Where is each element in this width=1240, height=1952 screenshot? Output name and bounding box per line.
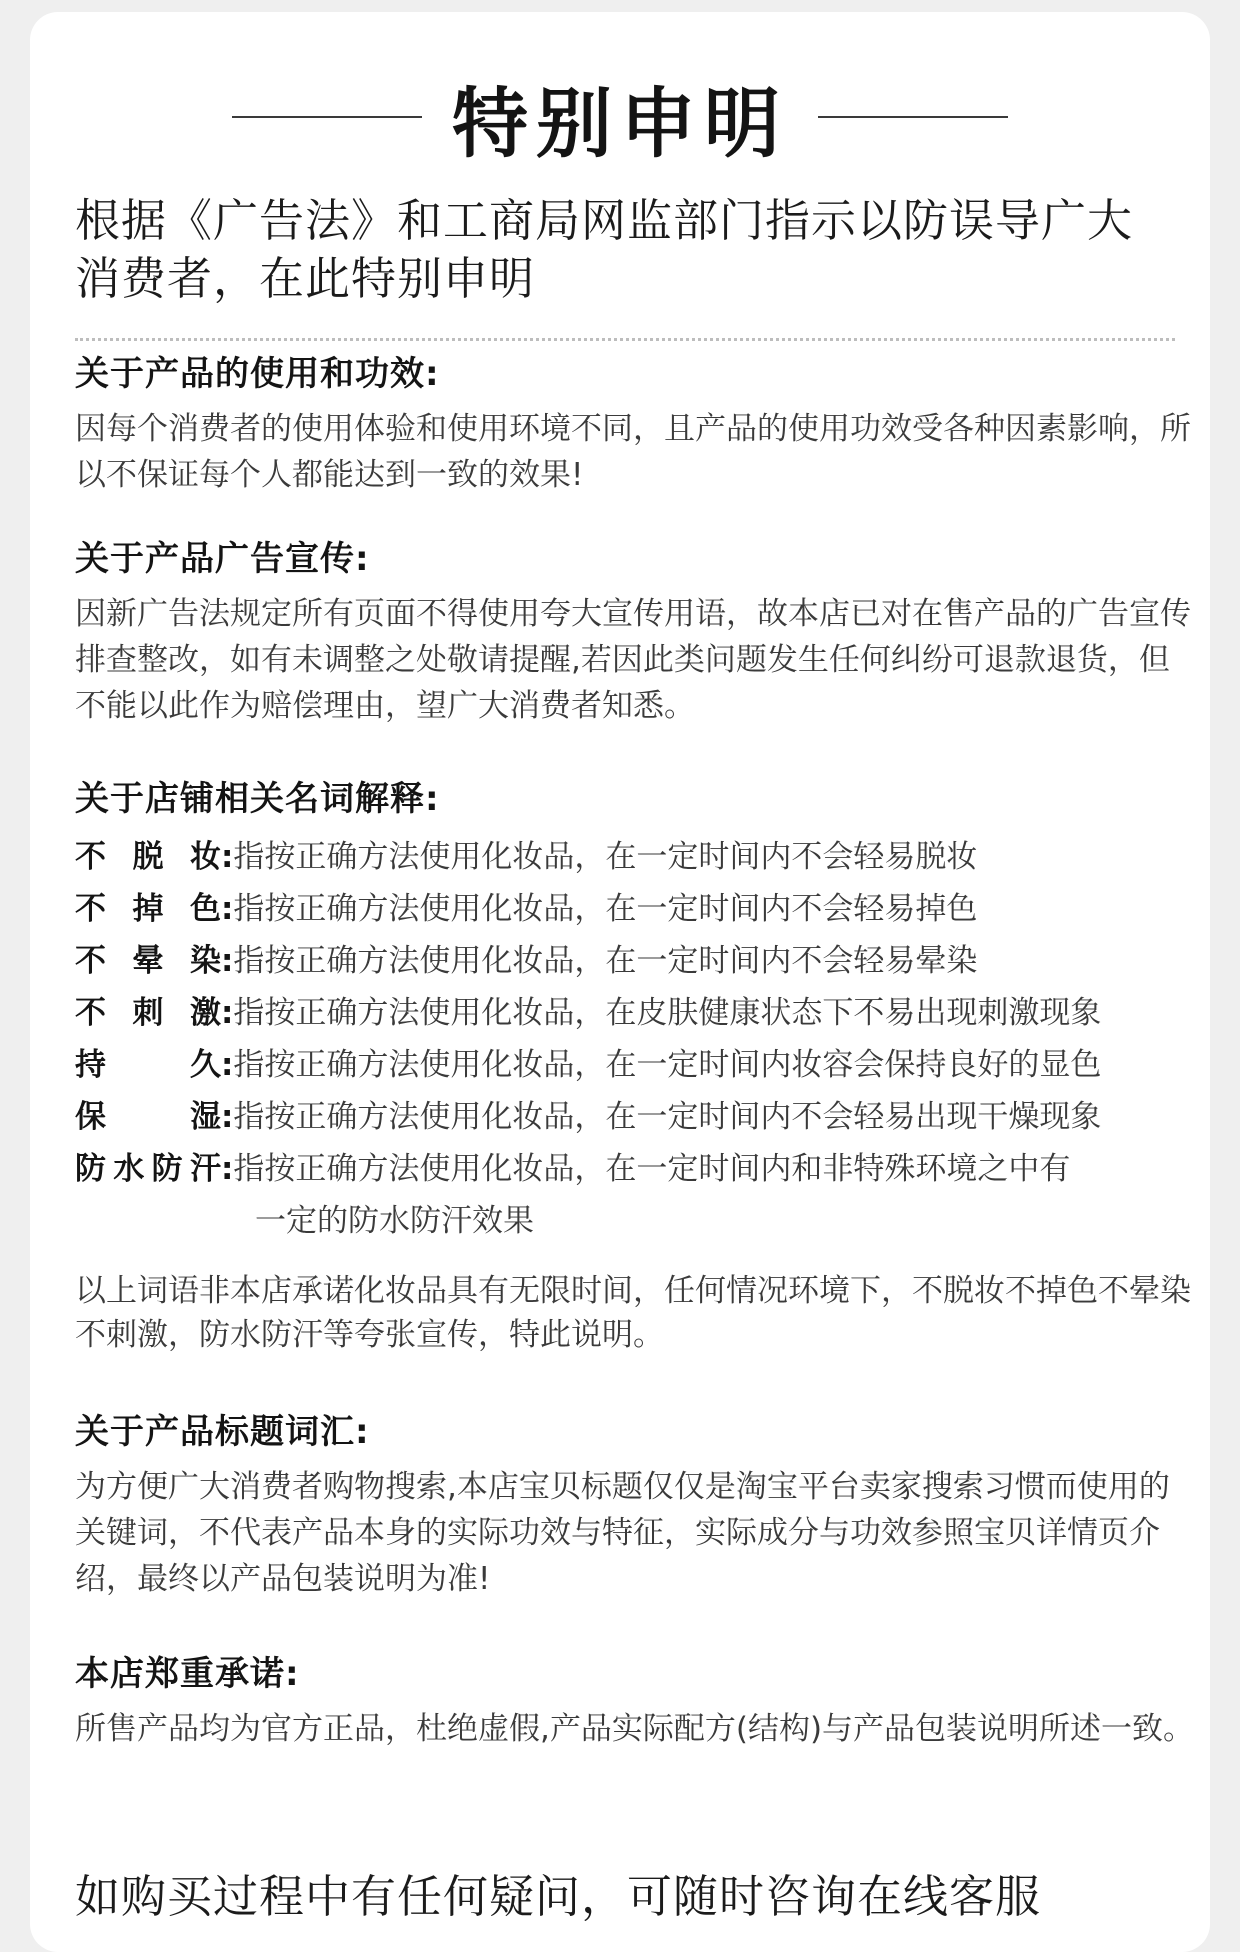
term-name: 不 晕 染 — [75, 943, 221, 979]
title-row — [30, 67, 1210, 167]
term-description: 指按正确方法使用化妆品，在一定时间内妆容会保持良好的显色 — [233, 1047, 1102, 1083]
term-description: 指按正确方法使用化妆品，在一定时间内不会轻易脱妆 — [233, 839, 978, 875]
term-description: 指按正确方法使用化妆品，在皮肤健康状态下不易出现刺激现象 — [233, 995, 1102, 1031]
term-row-waterproof — [75, 1143, 1195, 1195]
term-colon: : — [221, 1151, 234, 1187]
title-divider-left — [232, 116, 422, 118]
term-colon: : — [221, 891, 234, 927]
terms-list — [75, 831, 1195, 1247]
section-heading: 关于店铺相关名词解释: — [75, 779, 440, 819]
section-advertising — [75, 537, 1195, 729]
section-heading: 关于产品广告宣传: — [75, 539, 370, 579]
term-row-no-smudge — [75, 831, 1195, 883]
section-heading: 关于产品的使用和功效: — [75, 354, 440, 394]
title-divider-right — [818, 116, 1008, 118]
section-body: 所售产品均为官方正品，杜绝虚假,产品实际配方(结构)与产品包装说明所述一致。 — [75, 1711, 1195, 1747]
term-description-continuation: 一定的防水防汗效果 — [255, 1203, 534, 1239]
page-title: 特别申明 — [452, 78, 788, 168]
term-row-moisturizing — [75, 1091, 1195, 1143]
section-title-keywords — [75, 1410, 1195, 1602]
term-description: 指按正确方法使用化妆品，在一定时间内不会轻易晕染 — [233, 943, 978, 979]
term-description: 指按正确方法使用化妆品，在一定时间内和非特殊环境之中有 — [233, 1151, 1071, 1187]
section-heading: 关于产品标题词汇: — [75, 1412, 370, 1452]
term-colon: : — [221, 1099, 234, 1135]
term-name: 防 水 防 汗 — [75, 1151, 221, 1187]
statement-card — [30, 12, 1210, 1952]
term-name: 保 湿 — [75, 1099, 221, 1135]
term-name: 不 掉 色 — [75, 891, 221, 927]
section-terms — [75, 777, 1195, 1357]
term-colon: : — [221, 995, 234, 1031]
term-name: 不 刺 激 — [75, 995, 221, 1031]
term-name: 不 脱 妆 — [75, 839, 221, 875]
term-description: 指按正确方法使用化妆品，在一定时间内不会轻易出现干燥现象 — [233, 1099, 1102, 1135]
section-body: 因新广告法规定所有页面不得使用夸大宣传用语，故本店已对在售产品的广告宣传排查整改，如有未调整之处敬请提醒,若因此类问题发生任何纠纷可退款退货，但不能以此作为赔偿理由，望广大消费者知悉。 — [75, 596, 1191, 724]
term-colon: : — [221, 1047, 234, 1083]
section-usage-effect — [75, 352, 1195, 498]
term-row-non-irritating — [75, 987, 1195, 1039]
term-colon: : — [221, 839, 234, 875]
section-body: 为方便广大消费者购物搜索,本店宝贝标题仅仅是淘宝平台卖家搜索习惯而使用的关键词，不代表产品本身的实际功效与特征，实际成分与功效参照宝贝详情页介绍，最终以产品包装说明为准! — [75, 1469, 1170, 1597]
terms-note: 以上词语非本店承诺化妆品具有无限时间，任何情况环境下，不脱妆不掉色不晕染不刺激，防水防汗等夸张宣传，特此说明。 — [75, 1273, 1191, 1353]
term-colon: : — [221, 943, 234, 979]
section-body: 因每个消费者的使用体验和使用环境不同，且产品的使用功效受各种因素影响，所以不保证每个人都能达到一致的效果! — [75, 411, 1191, 493]
term-description: 指按正确方法使用化妆品，在一定时间内不会轻易掉色 — [233, 891, 978, 927]
footer-contact-text: 如购买过程中有任何疑问，可随时咨询在线客服 — [75, 1870, 1042, 1923]
dotted-divider — [75, 338, 1175, 341]
term-name: 持 久 — [75, 1047, 221, 1083]
term-row-no-bleed — [75, 935, 1195, 987]
term-row-no-fade — [75, 883, 1195, 935]
term-row-long-lasting — [75, 1039, 1195, 1091]
section-store-promise — [75, 1652, 1195, 1752]
intro-text: 根据《广告法》和工商局网监部门指示以防误导广大消费者，在此特别申明 — [75, 194, 1134, 305]
section-heading: 本店郑重承诺: — [75, 1654, 300, 1694]
